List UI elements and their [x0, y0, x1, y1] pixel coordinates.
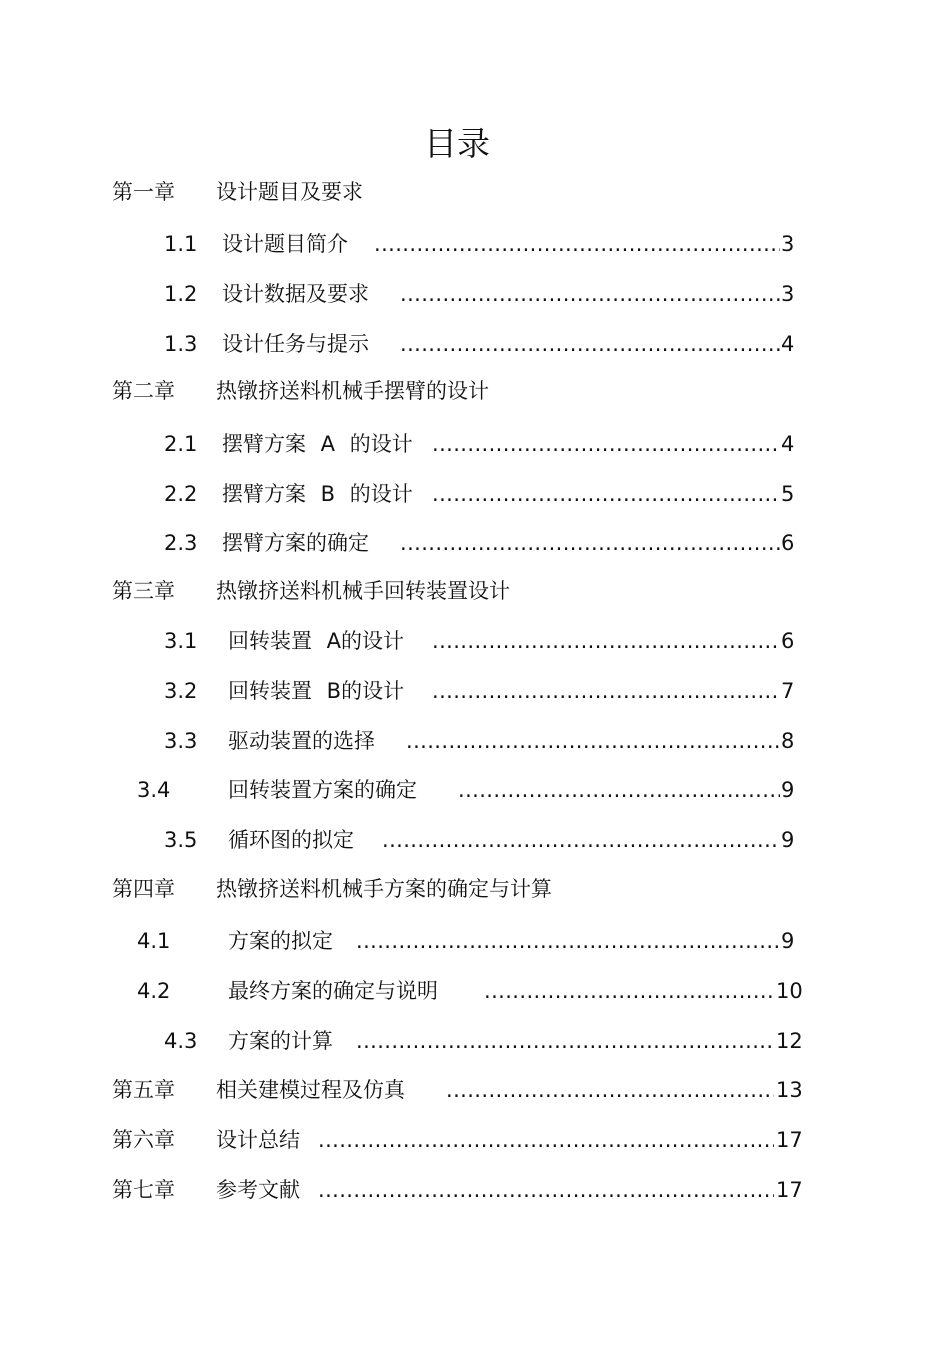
toc-text: 摆臂方案的确定 [222, 531, 369, 555]
toc-num: 2.3 [164, 531, 198, 555]
toc-chapter-4[interactable] [0, 874, 950, 904]
toc-num: 4.2 [137, 979, 171, 1003]
toc-text: 热镦挤送料机械手方案的确定与计算 [216, 877, 552, 901]
toc-leader-dots [458, 775, 780, 805]
toc-title: 目录 [424, 124, 490, 163]
toc-text: 方案的计算 [228, 1029, 333, 1053]
toc-num: 第四章 [112, 877, 175, 901]
toc-text: 摆臂方案 B 的设计 [222, 482, 413, 506]
toc-leader-dots [432, 479, 780, 509]
toc-text: 设计题目简介 [222, 232, 348, 256]
toc-page-number: 9 [781, 828, 795, 852]
toc-num: 2.1 [164, 432, 198, 456]
toc-text: 摆臂方案 A 的设计 [222, 432, 413, 456]
toc-num: 1.2 [164, 282, 198, 306]
toc-section-3-2[interactable] [0, 676, 950, 706]
toc-section-2-3[interactable] [0, 528, 950, 558]
toc-leader-dots [382, 825, 780, 855]
toc-section-3-1[interactable] [0, 626, 950, 656]
toc-page-number: 3 [781, 282, 795, 306]
toc-page-number: 8 [781, 729, 795, 753]
toc-page-number: 9 [781, 778, 795, 802]
toc-section-4-2[interactable] [0, 976, 950, 1006]
toc-text: 回转装置 A的设计 [228, 629, 405, 653]
toc-page-number: 17 [776, 1178, 803, 1202]
toc-num: 1.1 [164, 232, 198, 256]
toc-leader-dots [446, 1075, 774, 1105]
toc-num: 第三章 [112, 579, 175, 603]
toc-num: 3.3 [164, 729, 198, 753]
toc-leader-dots [432, 626, 780, 656]
toc-section-1-2[interactable] [0, 279, 950, 309]
toc-page-number: 3 [781, 232, 795, 256]
toc-section-4-3[interactable] [0, 1026, 950, 1056]
toc-text: 回转装置方案的确定 [228, 778, 417, 802]
toc-text: 循环图的拟定 [228, 828, 354, 852]
toc-leader-dots [484, 976, 774, 1006]
toc-num: 第二章 [112, 379, 175, 403]
toc-page-number: 6 [781, 629, 795, 653]
toc-leader-dots [406, 726, 780, 756]
toc-section-4-1[interactable] [0, 926, 950, 956]
toc-text: 设计任务与提示 [222, 332, 369, 356]
toc-leader-dots [318, 1175, 774, 1205]
toc-section-1-3[interactable] [0, 329, 950, 359]
toc-page-number: 17 [776, 1128, 803, 1152]
toc-text: 设计总结 [216, 1128, 300, 1152]
toc-chapter-1[interactable] [0, 177, 950, 207]
toc-num: 1.3 [164, 332, 198, 356]
toc-num: 2.2 [164, 482, 198, 506]
toc-text: 相关建模过程及仿真 [216, 1078, 405, 1102]
toc-text: 热镦挤送料机械手回转装置设计 [216, 579, 510, 603]
toc-section-3-3[interactable] [0, 726, 950, 756]
toc-chapter-7[interactable] [0, 1175, 950, 1205]
toc-leader-dots [432, 429, 780, 459]
toc-num: 第七章 [112, 1178, 175, 1202]
toc-leader-dots [400, 279, 780, 309]
toc-leader-dots [318, 1125, 774, 1155]
toc-page-number: 12 [776, 1029, 803, 1053]
toc-leader-dots [356, 926, 780, 956]
toc-section-3-5[interactable] [0, 825, 950, 855]
toc-page-number: 13 [776, 1078, 803, 1102]
toc-chapter-6[interactable] [0, 1125, 950, 1155]
toc-text: 设计题目及要求 [216, 180, 363, 204]
toc-page-number: 10 [776, 979, 803, 1003]
toc-text: 方案的拟定 [228, 929, 333, 953]
toc-section-2-2[interactable] [0, 479, 950, 509]
toc-chapter-3[interactable] [0, 576, 950, 606]
toc-text: 回转装置 B的设计 [228, 679, 405, 703]
toc-leader-dots [400, 329, 780, 359]
toc-page-number: 6 [781, 531, 795, 555]
toc-page-number: 7 [781, 679, 795, 703]
toc-chapter-5[interactable] [0, 1075, 950, 1105]
toc-leader-dots [374, 229, 780, 259]
toc-text: 热镦挤送料机械手摆臂的设计 [216, 379, 489, 403]
toc-num: 第一章 [112, 180, 175, 204]
toc-text: 参考文献 [216, 1178, 300, 1202]
toc-section-1-1[interactable] [0, 229, 950, 259]
toc-text: 最终方案的确定与说明 [228, 979, 438, 1003]
toc-leader-dots [400, 528, 780, 558]
toc-num: 4.3 [164, 1029, 198, 1053]
toc-text: 设计数据及要求 [222, 282, 369, 306]
toc-num: 第六章 [112, 1128, 175, 1152]
toc-num: 3.2 [164, 679, 198, 703]
toc-num: 3.5 [164, 828, 198, 852]
toc-page-number: 4 [781, 432, 795, 456]
toc-leader-dots [432, 676, 780, 706]
toc-num: 3.1 [164, 629, 198, 653]
toc-section-3-4[interactable] [0, 775, 950, 805]
toc-leader-dots [356, 1026, 774, 1056]
toc-page-number: 9 [781, 929, 795, 953]
toc-text: 驱动装置的选择 [228, 729, 375, 753]
toc-page-number: 5 [781, 482, 795, 506]
toc-num: 4.1 [137, 929, 171, 953]
toc-num: 第五章 [112, 1078, 175, 1102]
toc-section-2-1[interactable] [0, 429, 950, 459]
toc-chapter-2[interactable] [0, 376, 950, 406]
toc-num: 3.4 [137, 778, 171, 802]
toc-page-number: 4 [781, 332, 795, 356]
